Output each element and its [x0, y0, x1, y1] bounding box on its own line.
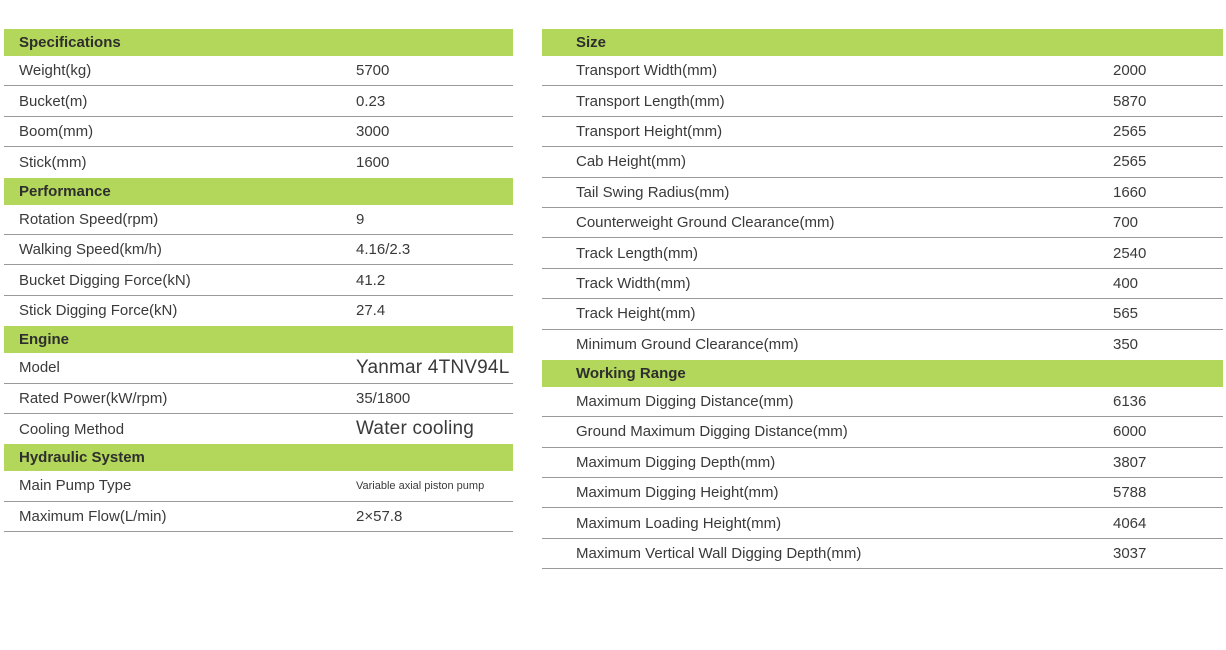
row-value: 700: [1113, 214, 1139, 232]
row-label: Bucket(m): [19, 92, 88, 110]
row-value: 4.16/2.3: [356, 241, 411, 259]
section-title: Performance: [19, 182, 111, 200]
table-row: [4, 384, 513, 414]
table-row: [4, 117, 513, 147]
table-row: [4, 86, 513, 116]
row-label: Track Length(mm): [576, 244, 698, 262]
section-header-specifications: [4, 29, 513, 56]
row-label: Maximum Flow(L/min): [19, 507, 167, 525]
table-row: [542, 417, 1223, 447]
row-value: Variable axial piston pump: [356, 479, 485, 492]
row-label: Main Pump Type: [19, 477, 132, 495]
table-row: [542, 147, 1223, 177]
row-label: Walking Speed(km/h): [19, 241, 162, 259]
row-label: Ground Maximum Digging Distance(mm): [576, 423, 848, 441]
section-header-size: [542, 29, 1223, 56]
row-label: Stick Digging Force(kN): [19, 302, 178, 320]
table-row: [542, 299, 1223, 329]
row-value: 2000: [1113, 62, 1147, 80]
row-label: Rotation Speed(rpm): [19, 210, 159, 228]
row-value: 27.4: [356, 302, 386, 320]
row-label: Bucket Digging Force(kN): [19, 271, 191, 289]
row-value: 9: [356, 210, 365, 228]
table-row: [542, 478, 1223, 508]
row-value: Yanmar 4TNV94L: [356, 356, 510, 378]
section-header-working-range: [542, 360, 1223, 387]
row-label: Cooling Method: [19, 420, 125, 438]
section-title: Size: [576, 34, 607, 51]
section-title: Engine: [19, 331, 70, 349]
table-row: [4, 265, 513, 295]
table-row: [542, 56, 1223, 86]
row-value: 1600: [356, 153, 390, 171]
row-value: 3037: [1113, 545, 1147, 563]
row-label: Stick(mm): [19, 153, 87, 171]
row-value: 5788: [1113, 484, 1147, 502]
section-header-hydraulic-system: [4, 444, 513, 471]
section-header-engine: [4, 326, 513, 353]
table-row: [4, 502, 513, 532]
table-row: [4, 205, 513, 235]
row-label: Counterweight Ground Clearance(mm): [576, 214, 835, 232]
row-label: Transport Height(mm): [576, 122, 723, 140]
row-value: 2540: [1113, 244, 1147, 262]
section-header-performance: [4, 178, 513, 205]
row-value: 400: [1113, 274, 1139, 292]
row-label: Maximum Digging Depth(mm): [576, 453, 776, 471]
row-label: Maximum Digging Height(mm): [576, 484, 779, 502]
row-value: 565: [1113, 305, 1139, 323]
section-title: Specifications: [19, 34, 121, 51]
section-title: Hydraulic System: [19, 449, 145, 467]
table-row: [542, 117, 1223, 147]
row-value: 1660: [1113, 183, 1147, 201]
section-title: Working Range: [576, 364, 686, 382]
table-row: [542, 238, 1223, 268]
row-label: Weight(kg): [19, 62, 92, 80]
table-row: [542, 508, 1223, 538]
row-label: Maximum Loading Height(mm): [576, 514, 782, 532]
row-label: Cab Height(mm): [576, 153, 687, 171]
row-label: Maximum Digging Distance(mm): [576, 393, 794, 411]
row-value: 3000: [356, 122, 390, 140]
row-value: 5870: [1113, 92, 1147, 110]
table-row: [542, 330, 1223, 360]
row-value: 3807: [1113, 453, 1147, 471]
row-value: 6136: [1113, 393, 1147, 411]
left-spec-table: [4, 29, 513, 532]
row-label: Tail Swing Radius(mm): [576, 183, 730, 201]
row-value: 35/1800: [356, 389, 411, 407]
table-row: [4, 414, 513, 444]
table-row: [4, 56, 513, 86]
row-label: Rated Power(kW/rpm): [19, 389, 168, 407]
right-spec-table: [542, 29, 1223, 569]
row-value: 41.2: [356, 271, 386, 289]
table-row: [542, 269, 1223, 299]
row-label: Track Width(mm): [576, 274, 691, 292]
table-row: [4, 147, 513, 177]
row-value: 2565: [1113, 153, 1147, 171]
row-value: 5700: [356, 62, 390, 80]
table-row: [542, 387, 1223, 417]
row-label: Model: [19, 359, 60, 377]
row-label: Transport Length(mm): [576, 92, 725, 110]
row-value: 0.23: [356, 92, 386, 110]
table-row: [4, 296, 513, 326]
row-label: Boom(mm): [19, 122, 94, 140]
row-label: Transport Width(mm): [576, 62, 718, 80]
table-row: [542, 86, 1223, 116]
row-label: Track Height(mm): [576, 305, 696, 323]
row-value: 2565: [1113, 122, 1147, 140]
table-row: [4, 353, 513, 383]
table-row: [542, 448, 1223, 478]
row-value: Water cooling: [356, 418, 475, 440]
table-row: [4, 235, 513, 265]
table-row: [4, 471, 513, 501]
table-row: [542, 178, 1223, 208]
table-row: [542, 539, 1223, 569]
row-label: Minimum Ground Clearance(mm): [576, 336, 799, 354]
table-row: [542, 208, 1223, 238]
row-value: 4064: [1113, 514, 1147, 532]
row-value: 350: [1113, 336, 1139, 354]
row-value: 6000: [1113, 423, 1147, 441]
row-value: 2×57.8: [356, 507, 403, 525]
row-label: Maximum Vertical Wall Digging Depth(mm): [576, 545, 862, 563]
